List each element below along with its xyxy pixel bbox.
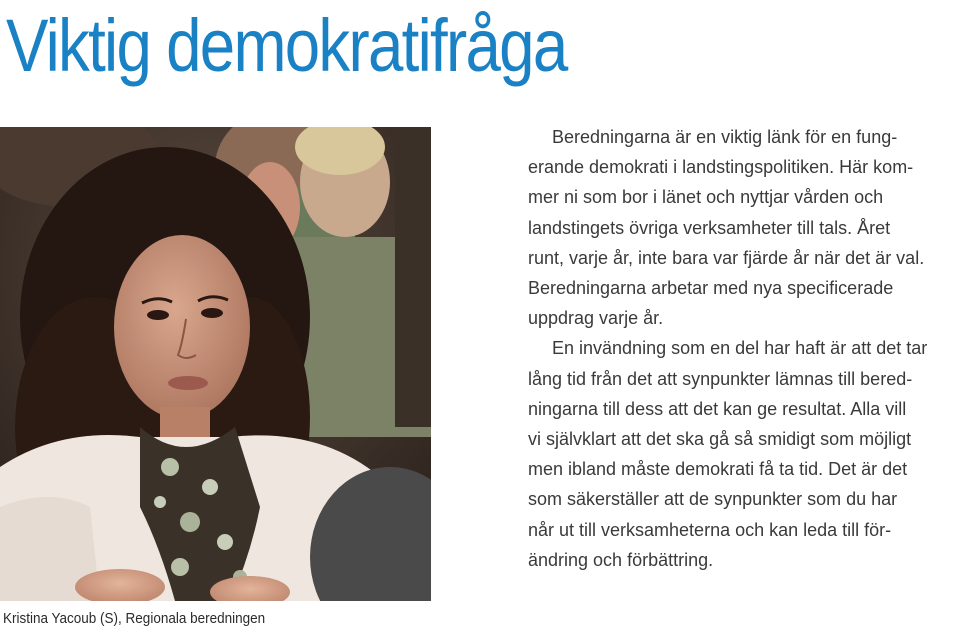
text-line: vi självklart att det ska gå så smidigt som möjligt <box>528 429 912 450</box>
text-line: lång tid från det att synpunkter lämnas till bered- <box>528 368 913 389</box>
portrait-photo <box>0 127 431 601</box>
text-line: erande demokrati i landstingspolitiken. Här kom- <box>528 157 914 178</box>
text-line: ningarna till dess att det kan ge resultat. Alla vill <box>528 398 907 419</box>
article-body <box>528 122 956 575</box>
text-line: uppdrag varje år. <box>528 308 664 329</box>
text-line: runt, varje år, inte bara var fjärde år när det är val. <box>528 247 925 268</box>
text-line: landstingets övriga verksamheter till tals. Året <box>528 217 891 238</box>
paragraph-1 <box>528 122 956 333</box>
text-line: Beredningarna arbetar med nya specificerade <box>528 278 894 299</box>
article-title: Viktig demokratifråga <box>6 4 567 87</box>
text-line: når ut till verksamheterna och kan leda till för- <box>528 519 892 540</box>
paragraph-2 <box>528 333 956 575</box>
text-line: Beredningarna är en viktig länk för en fung- <box>552 127 898 147</box>
text-line: som säkerställer att de synpunkter som du har <box>528 489 898 510</box>
text-line: En invändning som en del har haft är att det tar <box>552 338 928 359</box>
text-line: mer ni som bor i länet och nyttjar vården och <box>528 187 884 208</box>
text-line: ändring och förbättring. <box>528 549 714 570</box>
photo-caption: Kristina Yacoub (S), Regionala beredningen <box>3 610 266 627</box>
text-line: men ibland måste demokrati få ta tid. Det är det <box>528 459 908 480</box>
